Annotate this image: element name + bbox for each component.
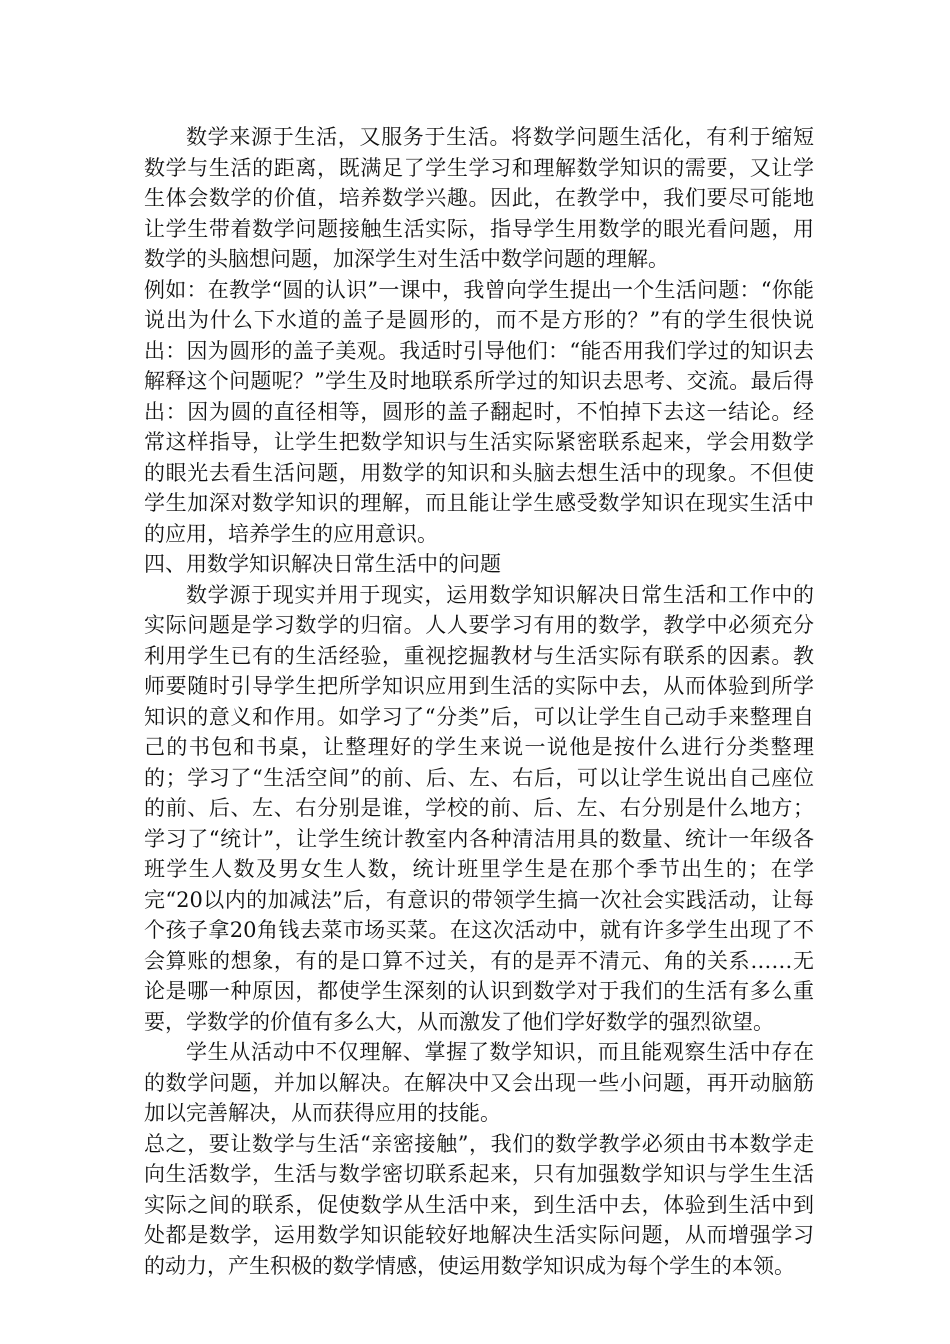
paragraph-conclusion: 总之，要让数学与生活“亲密接触”，我们的数学教学必须由书本数学走向生活数学，生活与数学密切联系起来，只有加强数学知识与学生生活实际之间的联系，促使数学从生活中来，到生活中去，体验到生活中到处都是数学，运用数学知识能较好地解决生活实际问题，从而增强学习的动力，产生积极的数学情感，使运用数学知识成为每个学生的本领。	[144, 1131, 814, 1278]
paragraph-intro: 数学来源于生活，又服务于生活。将数学问题生活化，有利于缩短数学与生活的距离，既满足了学生学习和理解数学知识的需要，又让学生体会数学的价值，培养数学兴趣。因此，在教学中，我们要尽可能地让学生带着数学问题接触生活实际，指导学生用数学的眼光看问题，用数学的头脑想问题，加深学生对生活中数学问题的理解。	[144, 125, 814, 271]
document-body	[144, 122, 814, 1281]
section-heading-four: 四、用数学知识解决日常生活中的问题	[144, 552, 501, 576]
paragraph-activity-skills: 学生从活动中不仅理解、掌握了数学知识，而且能观察生活中存在的数学问题，并加以解决。在解决中又会出现一些小问题，再开动脑筋加以完善解决，从而获得应用的技能。	[144, 1040, 814, 1125]
paragraph-real-life-application: 数学源于现实并用于现实，运用数学知识解决日常生活和工作中的实际问题是学习数学的归宿。人人要学习有用的数学，教学中必须充分利用学生已有的生活经验，重视挖掘教材与生活实际有联系的因素。教师要随时引导学生把所学知识应用到生活的实际中去，从而体验到所学知识的意义和作用。如学习了“分类”后，可以让学生自己动手来整理自己的书包和书桌，让整理好的学生来说一说他是按什么进行分类整理的；学习了“生活空间”的前、后、左、右后，可以让学生说出自己座位的前、后、左、右分别是谁，学校的前、后、左、右分别是什么地方；学习了“统计”，让学生统计教室内各种清洁用具的数量、统计一年级各班学生人数及男女生人数，统计班里学生是在那个季节出生的；在学完“20以内的加减法”后，有意识的带领学生搞一次社会实践活动，让每个孩子拿20角钱去菜市场买菜。在这次活动中，就有许多学生出现了不会算账的想象，有的是口算不过关，有的是弄不清元、角的关系……无论是哪一种原因，都使学生深刻的认识到数学对于我们的生活有多么重要，学数学的价值有多么大，从而激发了他们学好数学的强烈欲望。	[144, 582, 814, 1034]
paragraph-example-circle: 例如：在教学“圆的认识”一课中，我曾向学生提出一个生活问题：“你能说出为什么下水道的盖子是圆形的，而不是方形的？”有的学生很快说出：因为圆形的盖子美观。我适时引导他们：“能否用我们学过的知识去解释这个问题呢？”学生及时地联系所学过的知识去思考、交流。最后得出：因为圆的直径相等，圆形的盖子翻起时，不怕掉下去这一结论。经常这样指导，让学生把数学知识与生活实际紧密联系起来，学会用数学的眼光去看生活问题，用数学的知识和头脑去想生活中的现象。不但使学生加深对数学知识的理解，而且能让学生感受数学知识在现实生活中的应用，培养学生的应用意识。	[144, 277, 814, 546]
